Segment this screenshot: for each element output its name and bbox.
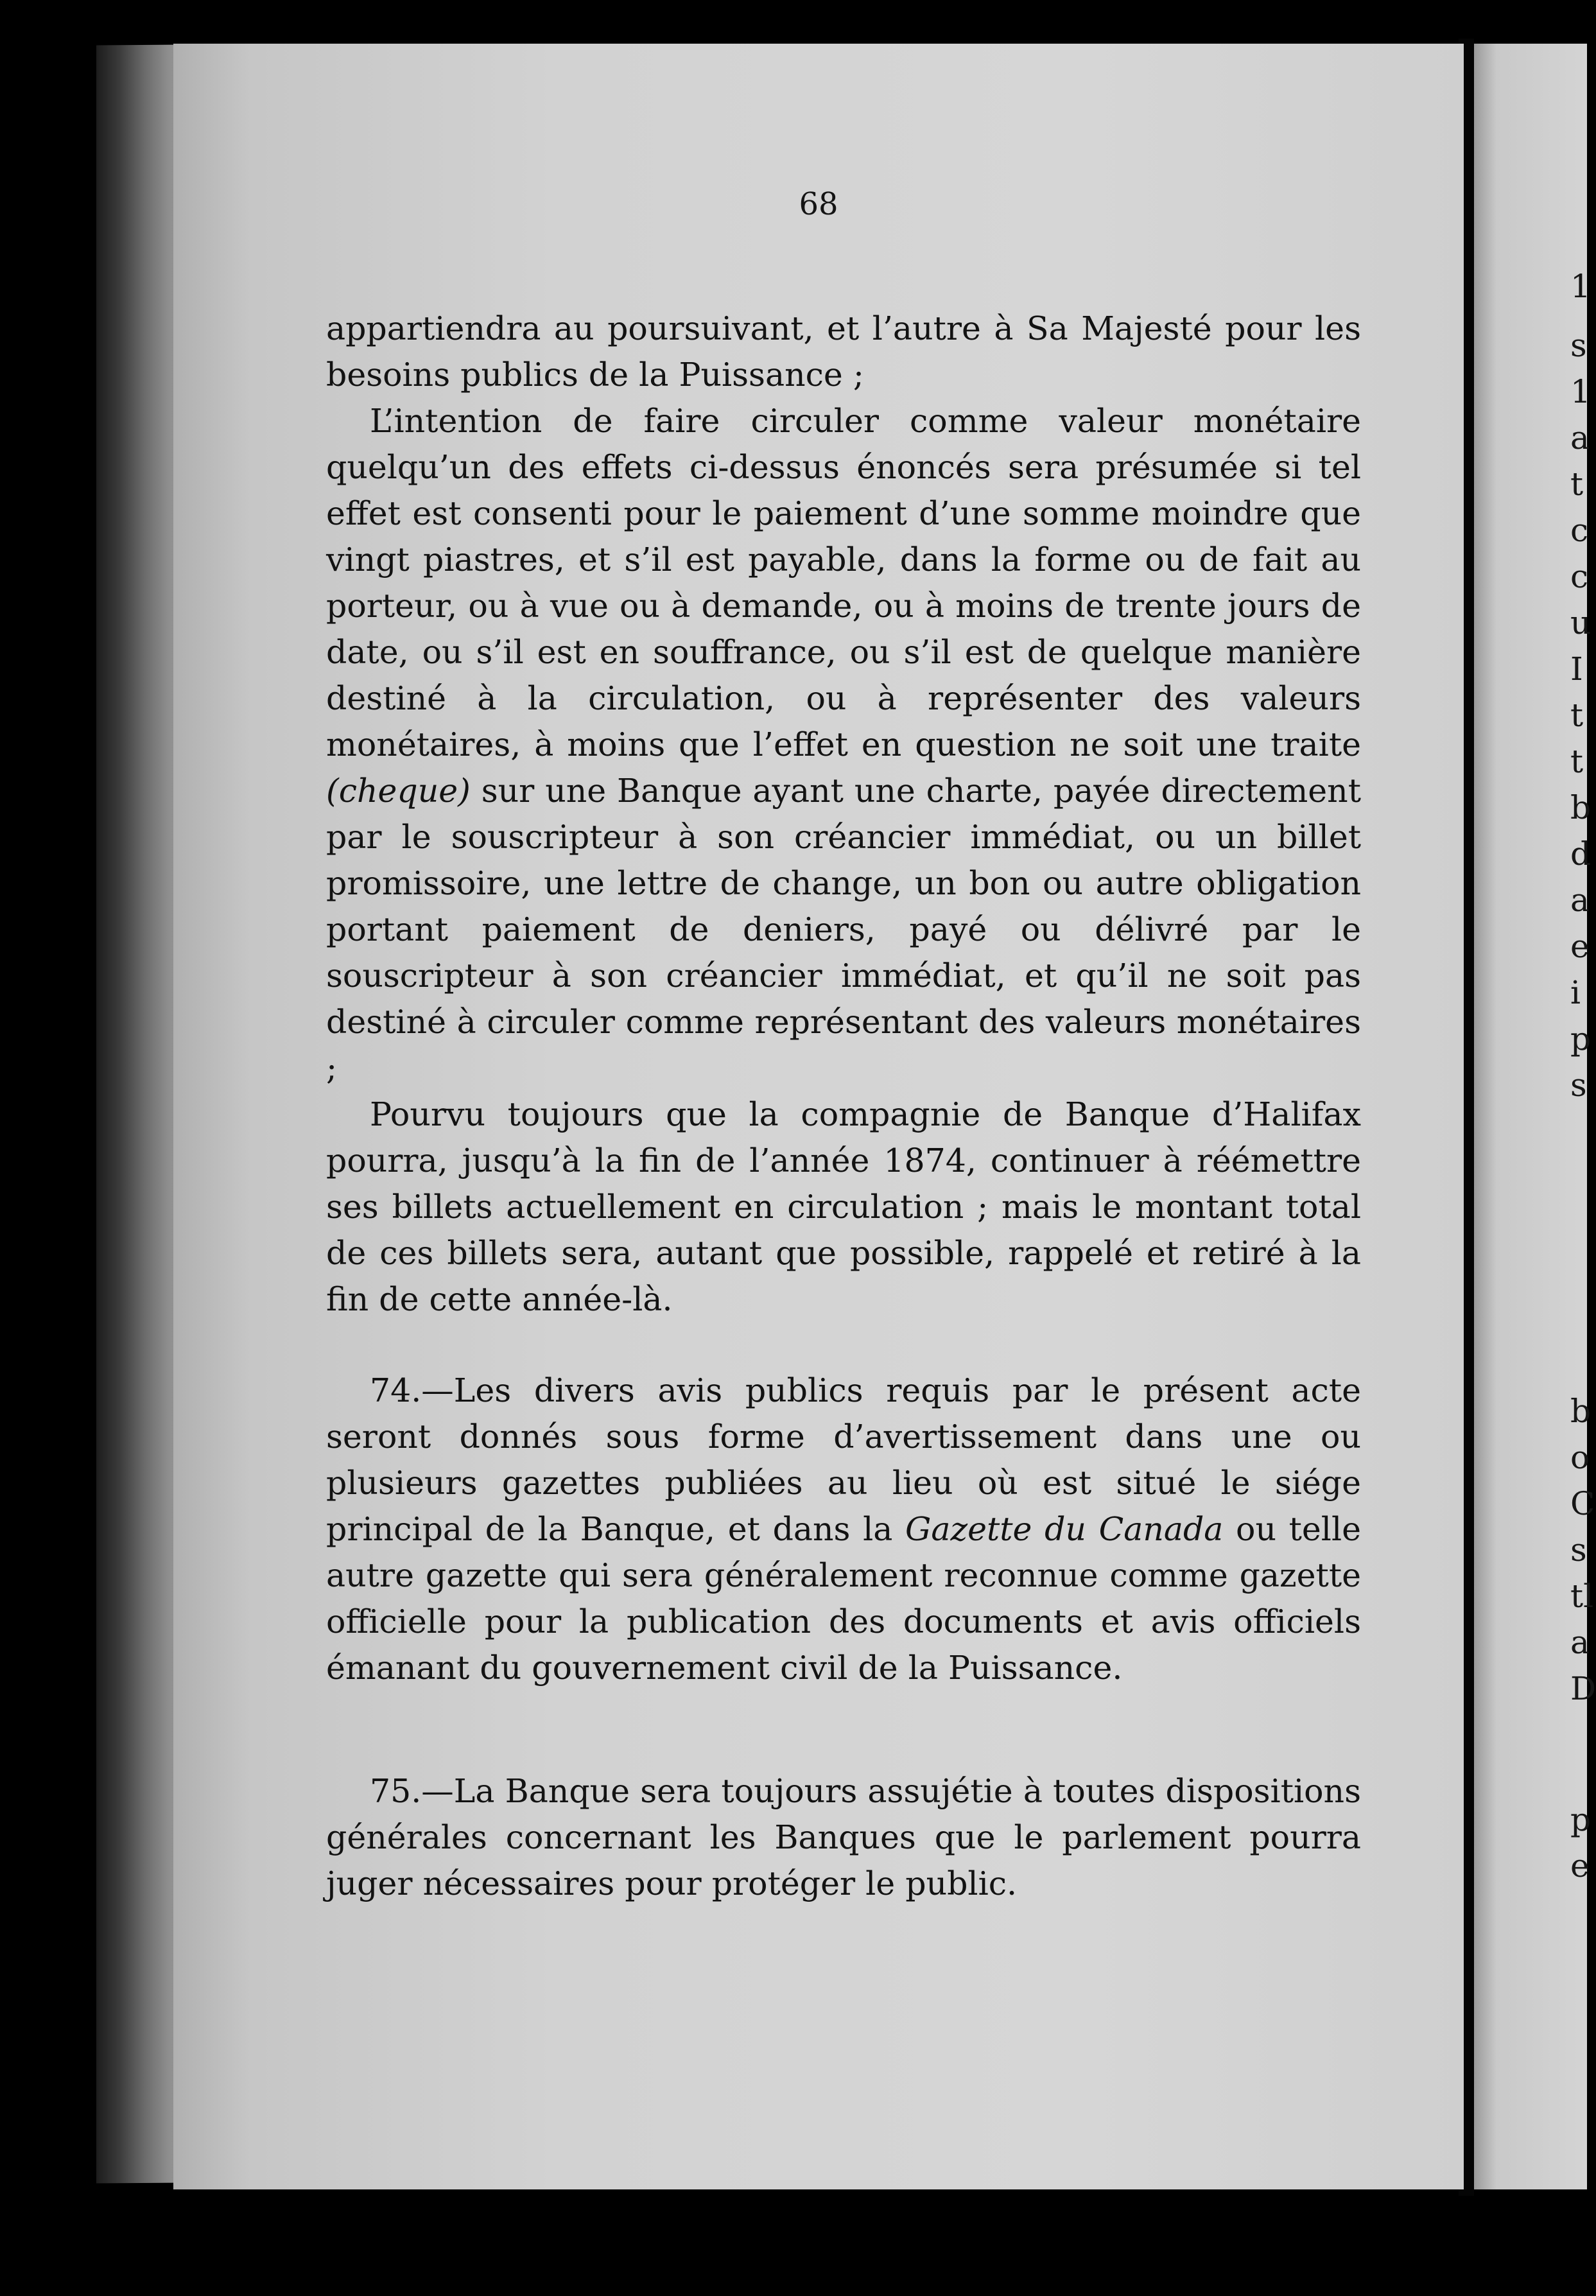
adjacent-fragment: o	[1570, 1439, 1590, 1476]
section-74-italic: Gazette du Canada	[905, 1510, 1224, 1548]
section-74	[326, 1368, 1361, 1691]
paragraph-1: appartiendra au poursuivant, et l’autre à Sa Majesté pour les besoins publics de la Puissance ;	[326, 309, 1361, 394]
adjacent-fragment: i	[1570, 974, 1581, 1011]
adjacent-fragment: d	[1570, 835, 1592, 873]
adjacent-fragment: C	[1570, 1485, 1595, 1522]
paragraph-2	[326, 398, 1361, 1091]
adjacent-fragment: e	[1570, 1847, 1590, 1884]
adjacent-fragment: c	[1570, 512, 1589, 549]
adjacent-fragment: c	[1570, 558, 1589, 595]
adjacent-fragment: p	[1570, 1801, 1592, 1838]
adjacent-fragment: t	[1570, 697, 1584, 734]
adjacent-fragment: s	[1570, 327, 1587, 364]
section-75: 75.—La Banque sera toujours assujétie à toutes dispositions générales concernant les Banques que le parlement pourra juger nécessaires pour protéger le public.	[326, 1772, 1361, 1902]
book-page	[173, 44, 1464, 2189]
adjacent-fragment: 1	[1570, 373, 1591, 410]
adjacent-fragment: s	[1570, 1531, 1587, 1569]
page-number: 68	[799, 186, 838, 222]
page-body	[326, 306, 1361, 1907]
adjacent-fragment: tl	[1570, 1578, 1594, 1615]
paragraph-2-italic: (cheque)	[326, 772, 471, 810]
adjacent-fragment: u	[1570, 604, 1592, 641]
adjacent-fragment: 1	[1570, 268, 1591, 305]
paragraph-2-text: L’intention de faire circuler comme valeur monétaire quelqu’un des effets ci-dessus énoncés sera présumée si tel effet est consenti pour le paiement d’une somme moindre que vingt piastres, et s’il est payable, dans la forme ou de fait au porteur, ou à vue ou à demande, ou à moins de trente jours de date, ou s’il est en souffrance, ou s’il est de quelque manière destiné à la circulation, ou à représenter des valeurs monétaires, à moins que l’effet en question ne soit une traite	[326, 402, 1361, 763]
adjacent-page-strip	[1474, 44, 1596, 2189]
paragraph-2-tail: sur une Banque ayant une charte, payée directement par le souscripteur à son créancier immédiat, ou un billet promissoire, une lettre de change, un bon ou autre obligation portant paiement de deniers, payé ou délivré par le souscripteur à son créancier immédiat, et qu’il ne soit pas destiné à circuler comme représentant des valeurs monétaires ;	[326, 772, 1361, 1087]
adjacent-fragment: p	[1570, 1020, 1592, 1057]
adjacent-fragment: t	[1570, 465, 1584, 503]
page-binding-edge	[96, 45, 186, 2184]
adjacent-fragment: t	[1570, 743, 1584, 780]
adjacent-fragment: a	[1570, 419, 1590, 457]
adjacent-fragment: b	[1570, 1393, 1592, 1430]
adjacent-fragment: I	[1570, 650, 1583, 688]
adjacent-fragment: b	[1570, 789, 1592, 826]
adjacent-fragment: e	[1570, 928, 1590, 965]
section-74-text: 74.—Les divers avis publics requis par le présent acte seront donnés sous forme d’avertissement dans une ou plusieurs gazettes publiées au lieu où est situé le siége principal de la Banque, et dans la	[326, 1371, 1361, 1548]
adjacent-fragment: s	[1570, 1066, 1587, 1104]
adjacent-fragment: D	[1570, 1670, 1596, 1707]
adjacent-fragment: a	[1570, 882, 1590, 919]
section-74-tail: ou telle autre gazette qui sera généralement reconnue comme gazette officielle pour la publication des documents et avis officiels émanant du gouvernement civil de la Puissance.	[326, 1510, 1361, 1687]
paragraph-3: Pourvu toujours que la compagnie de Banque d’Halifax pourra, jusqu’à la fin de l’année 1874, continuer à réémettre ses billets actuellement en circulation ; mais le montant total de ces billets sera, autant que possible, rappelé et retiré à la fin de cette année-là.	[326, 1095, 1361, 1318]
adjacent-fragment: a	[1570, 1624, 1590, 1661]
